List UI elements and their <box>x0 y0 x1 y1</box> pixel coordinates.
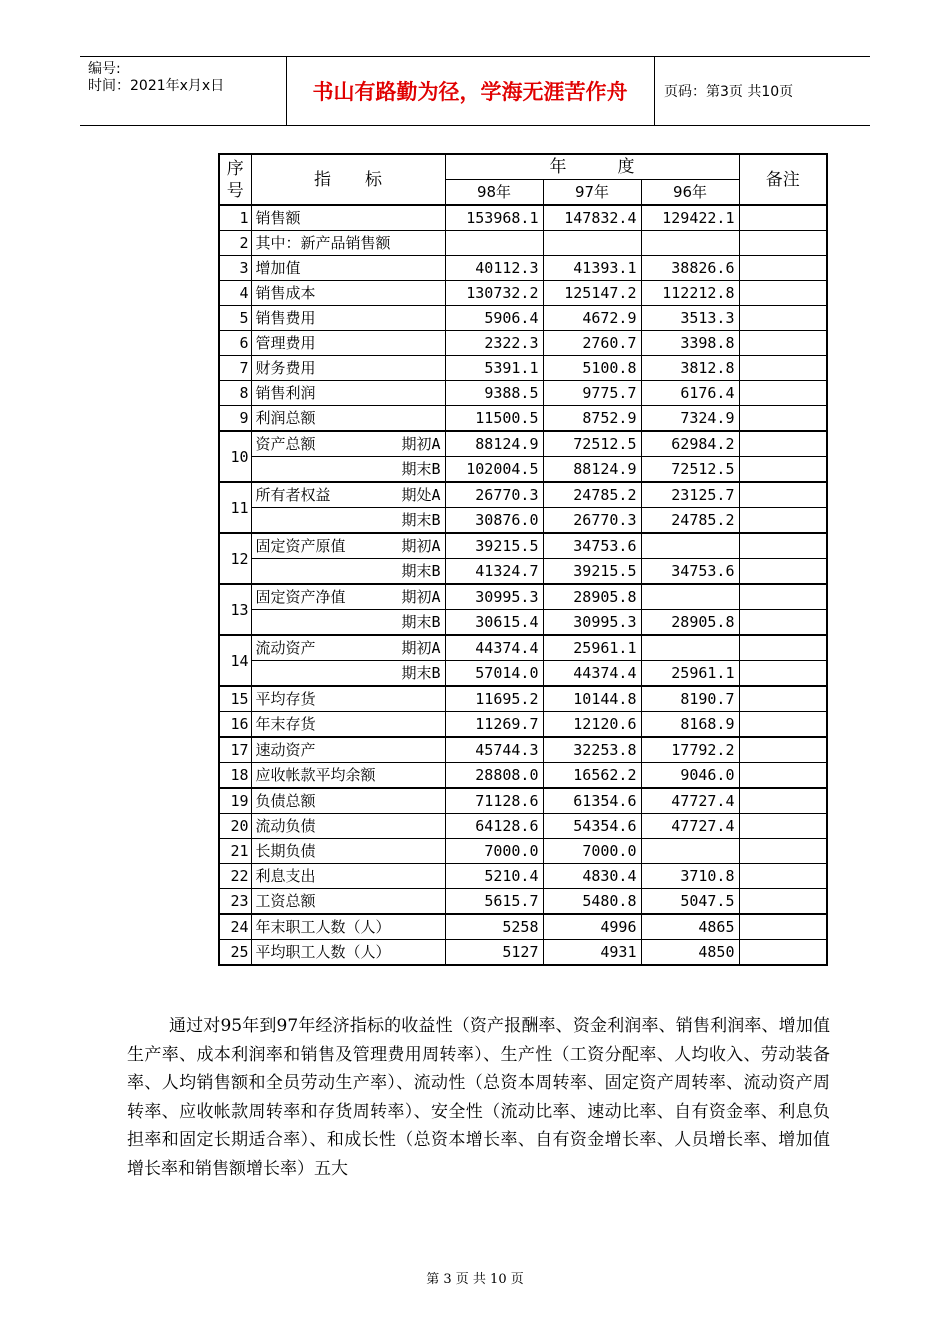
row-value: 23125.7 <box>641 482 739 508</box>
row-note <box>739 737 827 763</box>
row-index: 15 <box>219 686 251 712</box>
row-note <box>739 381 827 406</box>
row-note <box>739 508 827 534</box>
row-indicator <box>251 431 445 457</box>
indicator-table-wrap <box>218 153 828 966</box>
row-value: 112212.8 <box>641 281 739 306</box>
row-index: 24 <box>219 914 251 940</box>
row-indicator: 利息支出 <box>251 864 445 889</box>
row-value: 25961.1 <box>641 661 739 687</box>
row-value: 11269.7 <box>445 712 543 738</box>
table-row <box>219 788 827 814</box>
table-row <box>219 763 827 789</box>
row-value: 54354.6 <box>543 814 641 839</box>
row-note <box>739 610 827 636</box>
row-indicator: 流动负债 <box>251 814 445 839</box>
row-note <box>739 281 827 306</box>
row-value: 5127 <box>445 940 543 966</box>
row-value: 44374.4 <box>445 635 543 661</box>
row-value: 130732.2 <box>445 281 543 306</box>
row-value: 5210.4 <box>445 864 543 889</box>
row-value: 5258 <box>445 914 543 940</box>
row-value: 47727.4 <box>641 788 739 814</box>
period-label: 期末B <box>251 559 445 585</box>
row-note <box>739 533 827 559</box>
row-note <box>739 864 827 889</box>
body-paragraph: 通过对95年到97年经济指标的收益性（资产报酬率、资金利润率、销售利润率、增加值生产率、成本利润率和销售及管理费用周转率）、生产性（工资分配率、人均收入、劳动装备率、人均销售额和全员劳动生产率）、流动性（总资本周转率、固定资产周转率、流动资产周转率、应收帐款周转率和存货周转率）、安全性（流动比率、速动比率、自有资金率、利息负担率和固定长期适合率）、和成长性（总资本增长率、自有资金增长率、人员增长率、增加值增长率和销售额增长率）五大 <box>127 1016 830 1179</box>
row-indicator: 工资总额 <box>251 889 445 915</box>
row-value: 7000.0 <box>445 839 543 864</box>
table-row <box>219 482 827 508</box>
row-indicator: 年末职工人数（人） <box>251 914 445 940</box>
row-value <box>641 584 739 610</box>
row-value: 5906.4 <box>445 306 543 331</box>
row-value: 10144.8 <box>543 686 641 712</box>
row-indicator <box>251 584 445 610</box>
table-row <box>219 814 827 839</box>
row-value: 34753.6 <box>641 559 739 585</box>
table-row <box>219 737 827 763</box>
table-row <box>219 508 827 534</box>
row-value: 8190.7 <box>641 686 739 712</box>
row-note <box>739 712 827 738</box>
row-note <box>739 889 827 915</box>
row-value: 24785.2 <box>543 482 641 508</box>
row-value: 11500.5 <box>445 406 543 432</box>
indicator-name: 流动资产 <box>255 639 316 657</box>
row-indicator <box>251 635 445 661</box>
row-indicator: 销售费用 <box>251 306 445 331</box>
row-value: 72512.5 <box>641 457 739 483</box>
row-note <box>739 763 827 789</box>
header-page-info: 页码：第3页 共10页 <box>664 84 794 100</box>
indicator-with-period <box>256 636 441 660</box>
row-indicator: 年末存货 <box>251 712 445 738</box>
row-index: 4 <box>219 281 251 306</box>
row-indicator: 平均职工人数（人） <box>251 940 445 966</box>
header-divider <box>654 57 655 125</box>
indicator-table <box>218 153 828 966</box>
head-name: 指 标 <box>251 154 445 205</box>
head-idx: 序号 <box>219 154 251 205</box>
row-value: 88124.9 <box>445 431 543 457</box>
table-row <box>219 635 827 661</box>
row-index: 20 <box>219 814 251 839</box>
row-note <box>739 431 827 457</box>
row-indicator: 销售利润 <box>251 381 445 406</box>
row-value <box>543 231 641 256</box>
row-value: 57014.0 <box>445 661 543 687</box>
row-value: 39215.5 <box>445 533 543 559</box>
row-indicator: 管理费用 <box>251 331 445 356</box>
table-row <box>219 331 827 356</box>
table-row <box>219 914 827 940</box>
row-value: 47727.4 <box>641 814 739 839</box>
row-note <box>739 686 827 712</box>
row-index: 6 <box>219 331 251 356</box>
head-year: 98年 <box>445 180 543 206</box>
row-value: 8752.9 <box>543 406 641 432</box>
row-value: 45744.3 <box>445 737 543 763</box>
row-value: 32253.8 <box>543 737 641 763</box>
row-value: 30995.3 <box>445 584 543 610</box>
row-value: 9775.7 <box>543 381 641 406</box>
row-value <box>641 839 739 864</box>
indicator-name: 资产总额 <box>255 435 316 453</box>
table-row <box>219 889 827 915</box>
row-index: 7 <box>219 356 251 381</box>
row-value <box>445 231 543 256</box>
row-index: 8 <box>219 381 251 406</box>
row-value: 5047.5 <box>641 889 739 915</box>
table-row <box>219 306 827 331</box>
table-row <box>219 940 827 966</box>
row-value: 4996 <box>543 914 641 940</box>
row-indicator: 负债总额 <box>251 788 445 814</box>
period-label: 期末B <box>251 610 445 636</box>
row-value: 28905.8 <box>641 610 739 636</box>
row-value: 2760.7 <box>543 331 641 356</box>
header-motto: 书山有路勤为径，学海无涯苦作舟 <box>312 80 628 104</box>
table-row <box>219 864 827 889</box>
row-note <box>739 231 827 256</box>
time-label: 时间：2021年x月x日 <box>88 78 225 94</box>
row-index: 1 <box>219 205 251 231</box>
table-row <box>219 839 827 864</box>
row-value: 8168.9 <box>641 712 739 738</box>
row-note <box>739 814 827 839</box>
row-value: 7324.9 <box>641 406 739 432</box>
row-index: 2 <box>219 231 251 256</box>
row-index: 17 <box>219 737 251 763</box>
table-row <box>219 231 827 256</box>
row-value: 5391.1 <box>445 356 543 381</box>
row-value <box>641 533 739 559</box>
row-index: 16 <box>219 712 251 738</box>
row-index: 18 <box>219 763 251 789</box>
row-index: 3 <box>219 256 251 281</box>
row-value: 4850 <box>641 940 739 966</box>
period-label: 期末B <box>251 457 445 483</box>
head-year: 97年 <box>543 180 641 206</box>
page-header <box>80 56 870 126</box>
table-row <box>219 381 827 406</box>
row-value: 72512.5 <box>543 431 641 457</box>
table-row <box>219 281 827 306</box>
row-value: 26770.3 <box>543 508 641 534</box>
row-indicator: 销售成本 <box>251 281 445 306</box>
row-value: 5480.8 <box>543 889 641 915</box>
row-index: 21 <box>219 839 251 864</box>
row-value: 25961.1 <box>543 635 641 661</box>
row-note <box>739 306 827 331</box>
page-footer: 第 3 页 共 10 页 <box>426 1272 524 1287</box>
table-row <box>219 256 827 281</box>
row-note <box>739 356 827 381</box>
indicator-with-period <box>256 585 441 609</box>
row-value: 30995.3 <box>543 610 641 636</box>
row-indicator <box>251 533 445 559</box>
header-meta <box>88 61 278 95</box>
period-label: 期末B <box>251 508 445 534</box>
table-row <box>219 406 827 432</box>
row-note <box>739 914 827 940</box>
row-value: 12120.6 <box>543 712 641 738</box>
period-label: 期初A <box>401 639 441 657</box>
row-index: 13 <box>219 584 251 635</box>
table-head-row <box>219 154 827 180</box>
row-value: 30615.4 <box>445 610 543 636</box>
row-value: 5615.7 <box>445 889 543 915</box>
row-note <box>739 406 827 432</box>
row-index: 14 <box>219 635 251 686</box>
row-index: 25 <box>219 940 251 966</box>
row-value: 71128.6 <box>445 788 543 814</box>
row-indicator: 增加值 <box>251 256 445 281</box>
indicator-name: 固定资产净值 <box>255 588 346 606</box>
indicator-name: 所有者权益 <box>255 486 331 504</box>
row-index: 5 <box>219 306 251 331</box>
row-value: 3710.8 <box>641 864 739 889</box>
row-indicator: 财务费用 <box>251 356 445 381</box>
row-value: 3812.8 <box>641 356 739 381</box>
table-row <box>219 205 827 231</box>
row-indicator: 利润总额 <box>251 406 445 432</box>
table-row <box>219 533 827 559</box>
head-year-group: 年 度 <box>445 154 739 180</box>
row-value: 34753.6 <box>543 533 641 559</box>
row-value <box>641 231 739 256</box>
row-note <box>739 256 827 281</box>
table-row <box>219 559 827 585</box>
row-value: 2322.3 <box>445 331 543 356</box>
row-value: 40112.3 <box>445 256 543 281</box>
row-value: 61354.6 <box>543 788 641 814</box>
indicator-with-period <box>256 534 441 558</box>
row-value: 28808.0 <box>445 763 543 789</box>
row-value: 129422.1 <box>641 205 739 231</box>
row-index: 22 <box>219 864 251 889</box>
row-indicator: 应收帐款平均余额 <box>251 763 445 789</box>
row-indicator: 长期负债 <box>251 839 445 864</box>
row-value <box>641 635 739 661</box>
row-value: 39215.5 <box>543 559 641 585</box>
row-note <box>739 940 827 966</box>
row-value: 28905.8 <box>543 584 641 610</box>
row-value: 44374.4 <box>543 661 641 687</box>
period-label: 期初A <box>401 435 441 453</box>
period-label: 期处A <box>401 486 441 504</box>
row-value: 3513.3 <box>641 306 739 331</box>
row-note <box>739 661 827 687</box>
row-index: 19 <box>219 788 251 814</box>
row-value: 9388.5 <box>445 381 543 406</box>
table-row <box>219 584 827 610</box>
row-note <box>739 839 827 864</box>
table-row <box>219 457 827 483</box>
row-note <box>739 635 827 661</box>
row-index: 23 <box>219 889 251 915</box>
row-note <box>739 559 827 585</box>
row-value: 125147.2 <box>543 281 641 306</box>
table-row <box>219 431 827 457</box>
period-label: 期初A <box>401 588 441 606</box>
row-note <box>739 482 827 508</box>
row-value: 102004.5 <box>445 457 543 483</box>
row-indicator: 其中：新产品销售额 <box>251 231 445 256</box>
row-value: 41393.1 <box>543 256 641 281</box>
row-value: 30876.0 <box>445 508 543 534</box>
row-note <box>739 331 827 356</box>
period-label: 期末B <box>251 661 445 687</box>
row-value: 24785.2 <box>641 508 739 534</box>
head-year: 96年 <box>641 180 739 206</box>
row-value: 41324.7 <box>445 559 543 585</box>
row-value: 153968.1 <box>445 205 543 231</box>
row-value: 4672.9 <box>543 306 641 331</box>
table-row <box>219 686 827 712</box>
row-value: 4931 <box>543 940 641 966</box>
row-index: 10 <box>219 431 251 482</box>
row-note <box>739 788 827 814</box>
row-value: 7000.0 <box>543 839 641 864</box>
row-index: 9 <box>219 406 251 432</box>
row-value: 38826.6 <box>641 256 739 281</box>
row-note <box>739 584 827 610</box>
row-value: 64128.6 <box>445 814 543 839</box>
row-value: 16562.2 <box>543 763 641 789</box>
indicator-with-period <box>256 432 441 456</box>
row-value: 11695.2 <box>445 686 543 712</box>
head-note: 备注 <box>739 154 827 205</box>
row-value: 26770.3 <box>445 482 543 508</box>
indicator-with-period <box>256 483 441 507</box>
row-index: 12 <box>219 533 251 584</box>
table-row <box>219 712 827 738</box>
row-indicator: 销售额 <box>251 205 445 231</box>
row-value: 4830.4 <box>543 864 641 889</box>
period-label: 期初A <box>401 537 441 555</box>
row-indicator: 平均存货 <box>251 686 445 712</box>
row-value: 62984.2 <box>641 431 739 457</box>
row-indicator <box>251 482 445 508</box>
row-value: 88124.9 <box>543 457 641 483</box>
indicator-name: 固定资产原值 <box>255 537 346 555</box>
row-value: 9046.0 <box>641 763 739 789</box>
row-index: 11 <box>219 482 251 533</box>
row-value: 4865 <box>641 914 739 940</box>
row-value: 3398.8 <box>641 331 739 356</box>
number-label: 编号: <box>88 61 121 77</box>
table-row <box>219 661 827 687</box>
row-value: 6176.4 <box>641 381 739 406</box>
row-value: 5100.8 <box>543 356 641 381</box>
row-indicator: 速动资产 <box>251 737 445 763</box>
table-row <box>219 610 827 636</box>
row-value: 147832.4 <box>543 205 641 231</box>
row-value: 17792.2 <box>641 737 739 763</box>
row-note <box>739 457 827 483</box>
row-note <box>739 205 827 231</box>
table-row <box>219 356 827 381</box>
